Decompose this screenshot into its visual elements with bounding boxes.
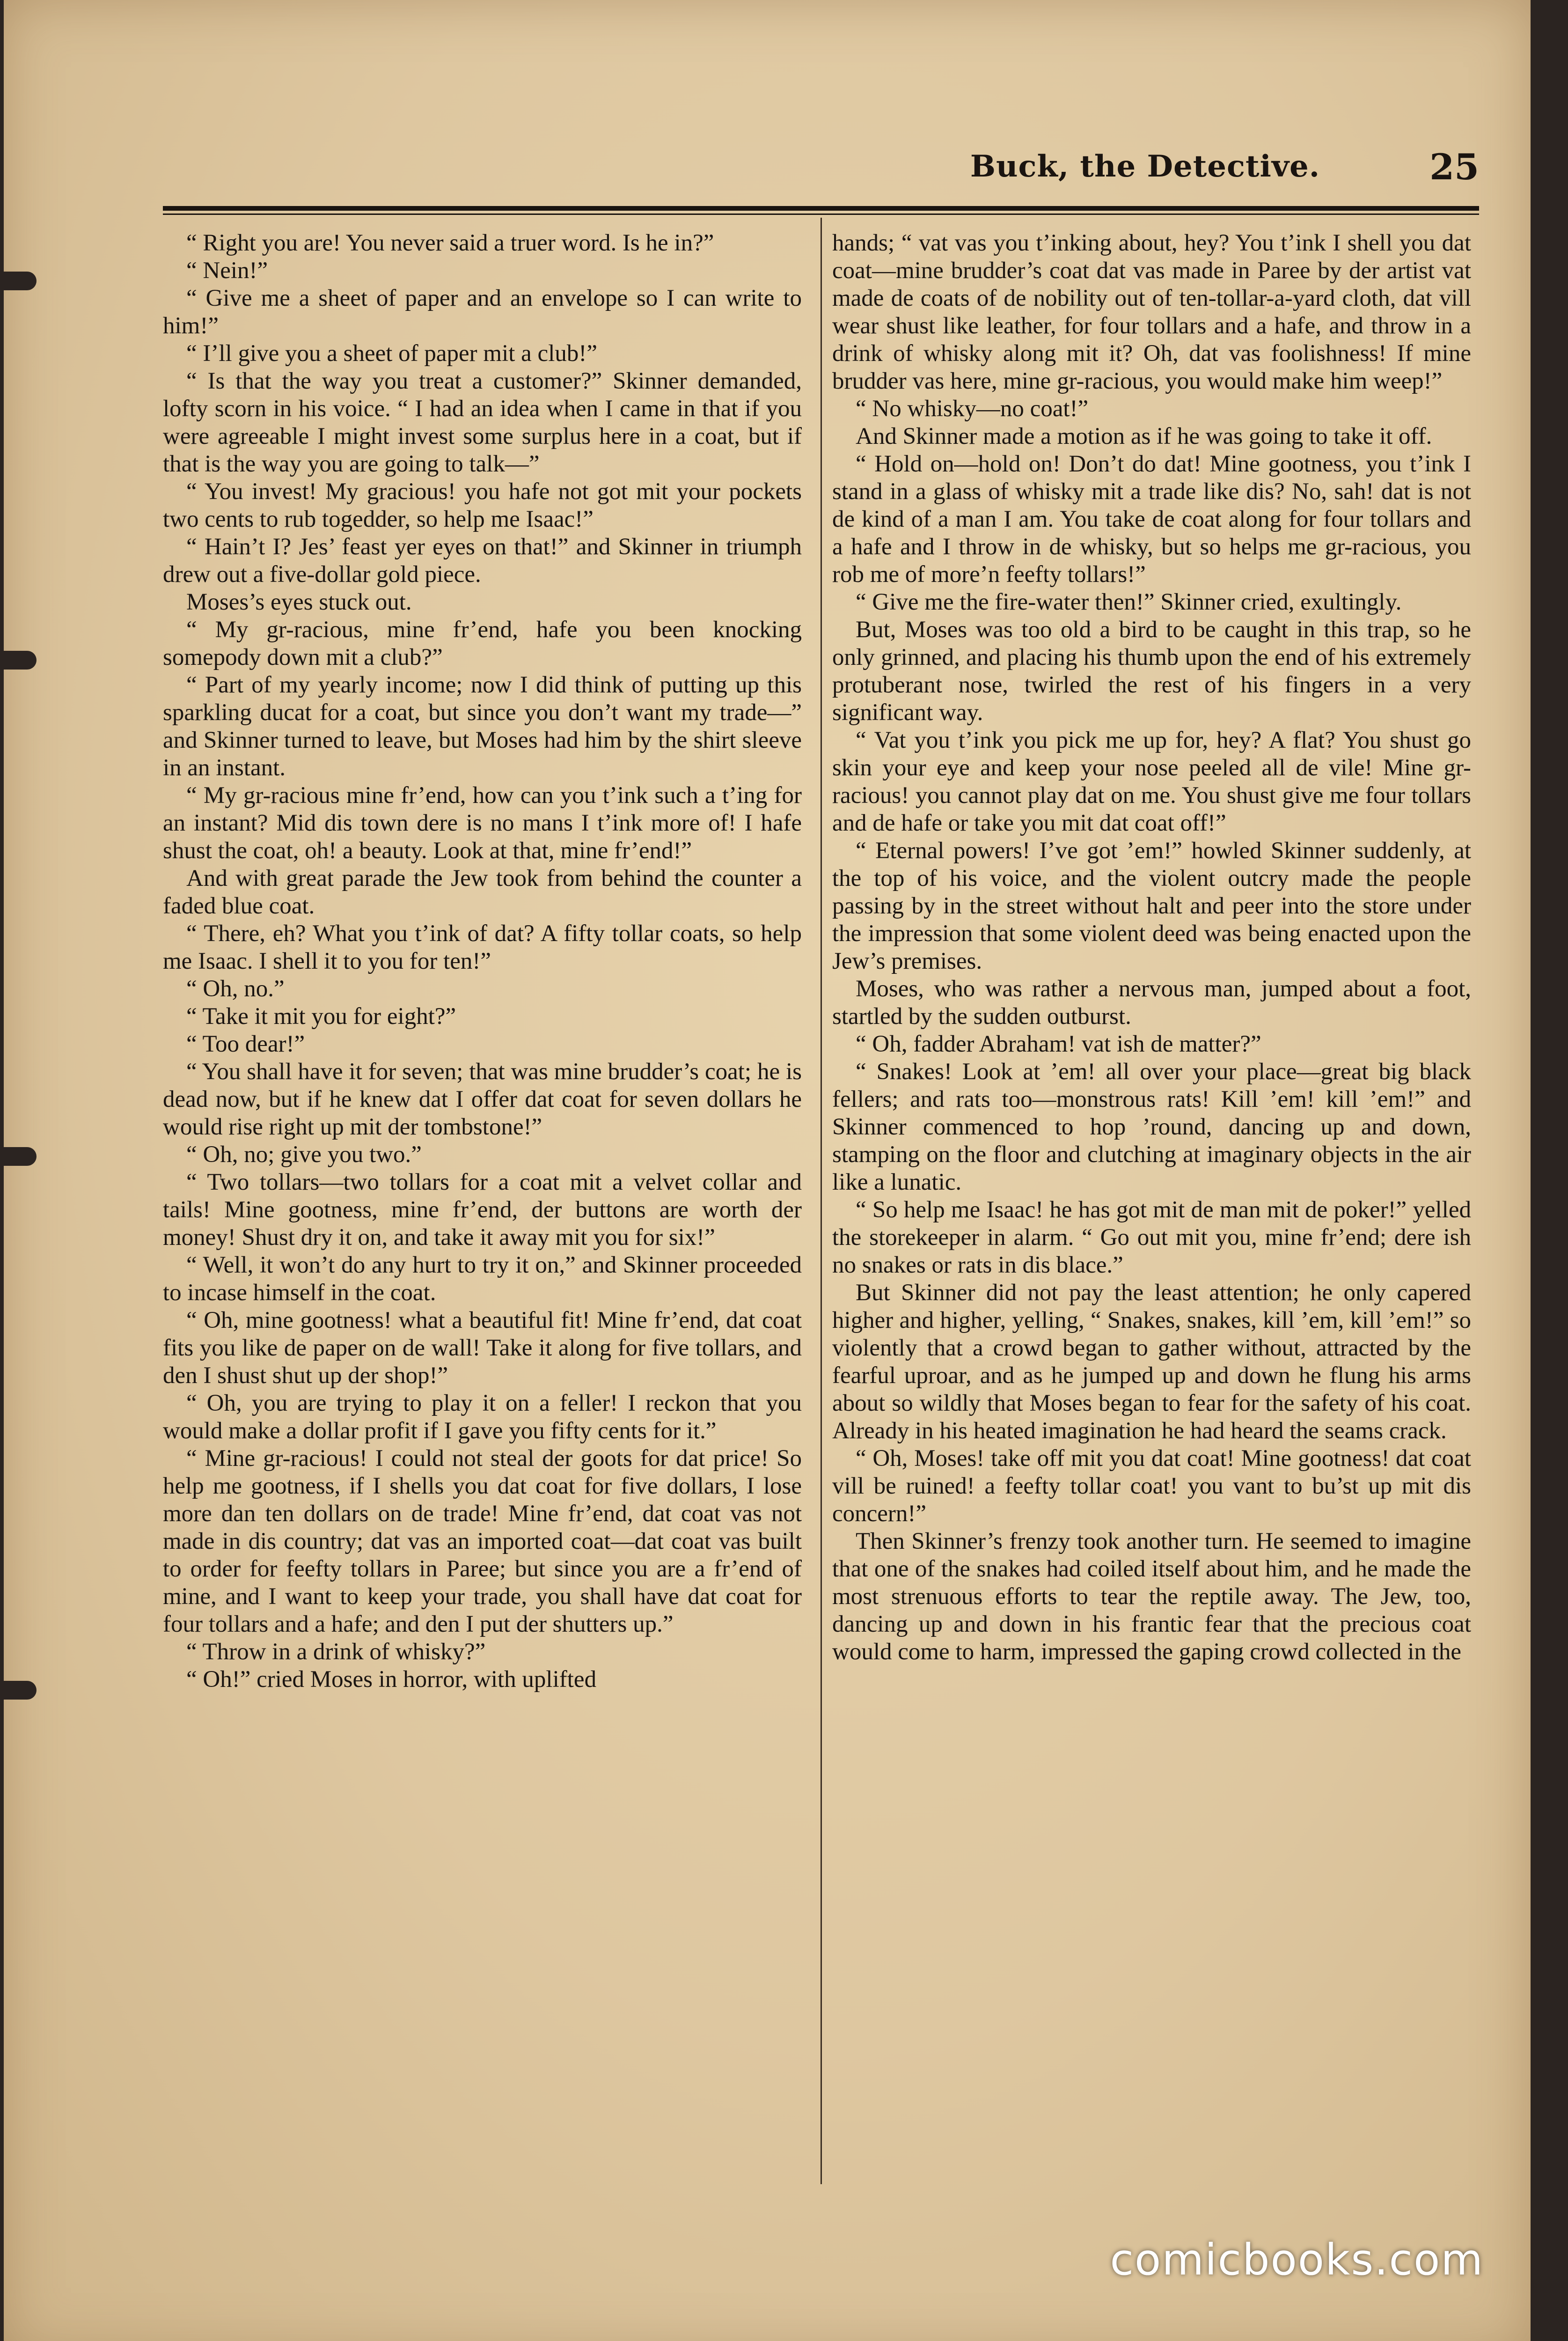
paragraph: “ You shall have it for seven; that was mine brudder’s coat; he is dead now, but if he knew dat I offer dat coat for seven dollars he would rise right up mit der tombstone!” <box>163 1059 802 1140</box>
paragraph: hands; “ vat vas you t’inking about, hey? You t’ink I shell you dat coat—mine brudder’s coat dat vas made in Paree by der artist vat made de coats of de nobility out of ten-tollar-a-yard cloth, dat vill wear shust like leather, for four tollars and a hafe, and throw in a drink of whisky along mit it? Oh, dat vas foolishness! If mine brudder vas here, mine gr-racious, you would make him weep!” <box>832 230 1471 394</box>
paragraph: “ No whisky—no coat!” <box>856 396 1089 422</box>
paragraph: “ Oh, no.” <box>186 976 285 1002</box>
left-column <box>163 229 802 1693</box>
binding-hole <box>4 1681 37 1700</box>
paragraph: “ Too dear!” <box>186 1031 305 1057</box>
paragraph: “ Give me a sheet of paper and an envelope so I can write to him!” <box>163 285 802 339</box>
paragraph: But, Moses was too old a bird to be caught in this trap, so he only grinned, and placing his thumb upon the end of his extremely protuberant nose, twirled the rest of his fingers in a very significant way. <box>832 617 1471 726</box>
paragraph: “ Eternal powers! I’ve got ’em!” howled Skinner suddenly, at the top of his voice, and the violent outcry made the people passing by in the street without halt and peer into the store under the impression that some violent deed was being enacted upon the Jew’s premises. <box>832 838 1471 974</box>
header-rule <box>163 206 1479 211</box>
paragraph: “ Oh, no; give you two.” <box>186 1141 422 1168</box>
watermark: comicbooks.com <box>1110 2235 1484 2285</box>
paragraph: “ Oh, fadder Abraham! vat ish de matter?” <box>856 1031 1261 1057</box>
paragraph: “ Well, it won’t do any hurt to try it on,” and Skinner proceeded to incase himself in the coat. <box>163 1252 802 1306</box>
paragraph: “ Mine gr-racious! I could not steal der goots for dat price! So help me gootness, if I shells you dat coat for five dollars, I lose more dan ten dollars on de trade! Mine fr’end, dat coat vas not made in dis country; dat vas an imported coat—dat coat vas built to order for feefty tollars in Paree; but since you are a fr’end of mine, and I want to keep your trade, you shall have dat coat for four tollars and a hafe; and den I put der shutters up.” <box>163 1445 802 1637</box>
paragraph: “ Nein!” <box>186 258 268 284</box>
paragraph: “ There, eh? What you t’ink of dat? A fifty tollar coats, so help me Isaac. I shell it to you for ten!” <box>163 920 802 974</box>
paragraph: “ Oh, Moses! take off mit you dat coat! Mine gootness! dat coat vill be ruined! a feefty tollar coat! you vant to bu’st up mit dis concern!” <box>832 1445 1471 1527</box>
paragraph: “ Oh, mine gootness! what a beautiful fit! Mine fr’end, dat coat fits you like de paper on de wall! Take it along for five tollars, and den I shust shut up der shop!” <box>163 1307 802 1389</box>
page <box>4 0 1531 2341</box>
binding-hole <box>4 651 37 670</box>
paragraph: And with great parade the Jew took from behind the counter a faded blue coat. <box>163 865 802 919</box>
paragraph: “ Part of my yearly income; now I did think of putting up this sparkling ducat for a coat, but since you don’t want my trade—” and Skinner turned to leave, but Moses had him by the shirt sleeve in an instant. <box>163 672 802 781</box>
paragraph: “ Take it mit you for eight?” <box>186 1003 456 1030</box>
paragraph: “ Oh, you are trying to play it on a feller! I reckon that you would make a dollar profit if I gave you fifty cents for it.” <box>163 1390 802 1444</box>
paragraph: “ I’ll give you a sheet of paper mit a club!” <box>186 340 597 367</box>
paragraph: Then Skinner’s frenzy took another turn. He seemed to imagine that one of the snakes had coiled itself about him, and he made the most strenuous efforts to tear the reptile away. The Jew, too, dancing up and down in his frantic fear that the precious coat would come to harm, impressed the gaping crowd collected in the <box>832 1528 1471 1665</box>
paragraph: “ Snakes! Look at ’em! all over your place—great big black fellers; and rats too—monstrous rats! Kill ’em! kill ’em!” and Skinner commenced to hop ’round, dancing up and down, stamping on the floor and clutching at imaginary objects in the air like a lunatic. <box>832 1059 1471 1195</box>
binding-hole <box>4 272 37 290</box>
paragraph: “ Two tollars—two tollars for a coat mit a velvet collar and tails! Mine gootness, mine fr’end, der buttons are worth der money! Shust dry it on, and take it away mit you for six!” <box>163 1169 802 1251</box>
paragraph: “ Oh!” cried Moses in horror, with uplifted <box>186 1666 597 1693</box>
paragraph: “ Throw in a drink of whisky?” <box>186 1639 486 1665</box>
right-column <box>832 229 1471 1666</box>
page-number: 25 <box>1429 146 1479 188</box>
paragraph: “ So help me Isaac! he has got mit de man mit de poker!” yelled the storekeeper in alarm. “ Go out mit you, mine fr’end; dere ish no snakes or rats in dis blace.” <box>832 1197 1471 1278</box>
running-title: Buck, the Detective. <box>970 149 1320 184</box>
paragraph: Moses, who was rather a nervous man, jumped about a foot, startled by the sudden outburst. <box>832 976 1471 1030</box>
paragraph: “ Hold on—hold on! Don’t do dat! Mine gootness, you t’ink I stand in a glass of whisky mit a trade like dis? No, sah! dat is not de kind of a man I am. You take de coat along for four tollars and a hafe and I throw in de whisky, but so helps me gr-racious, you rob me of more’n feefty tollars!” <box>832 451 1471 588</box>
paragraph: Moses’s eyes stuck out. <box>186 589 412 615</box>
paragraph: “ My gr-racious mine fr’end, how can you t’ink such a t’ing for an instant? Mid dis town dere is no mans I t’ink more of! I hafe shust the coat, oh! a beauty. Look at that, mine fr’end!” <box>163 782 802 864</box>
paragraph: “ Is that the way you treat a customer?” Skinner demanded, lofty scorn in his voice. “ I had an idea when I came in that if you were agreeable I might invest some surplus here in a coat, but if that is the way you are going to talk—” <box>163 368 802 477</box>
paragraph: “ My gr-racious, mine fr’end, hafe you been knocking somepody down mit a club?” <box>163 617 802 670</box>
paragraph: “ Vat you t’ink you pick me up for, hey? A flat? You shust go skin your eye and keep your nose peeled all de vile! Mine gr-racious! you cannot play dat on me. You shust give me four tollars and de hafe or take you mit dat coat off!” <box>832 727 1471 836</box>
paragraph: “ You invest! My gracious! you hafe not got mit your pockets two cents to rub togedder, so help me Isaac!” <box>163 479 802 532</box>
paragraph: “ Give me the fire-water then!” Skinner cried, exultingly. <box>856 589 1402 615</box>
paragraph: “ Hain’t I? Jes’ feast yer eyes on that!” and Skinner in triumph drew out a five-dollar gold piece. <box>163 534 802 588</box>
binding-hole <box>4 1147 37 1166</box>
paragraph: But Skinner did not pay the least attention; he only capered higher and higher, yelling, “ Snakes, snakes, kill ’em, kill ’em!” so violently that a crowd began to gather without, attracted by the fearful uproar, and as he jumped up and down he flung his arms about so wildly that Moses began to fear for the safety of his coat. Already in his heated imagination he had heard the seams crack. <box>832 1280 1471 1444</box>
column-divider <box>821 218 822 2184</box>
paragraph: “ Right you are! You never said a truer word. Is he in?” <box>186 230 714 256</box>
paragraph: And Skinner made a motion as if he was going to take it off. <box>856 423 1432 449</box>
page-header <box>163 146 1479 200</box>
